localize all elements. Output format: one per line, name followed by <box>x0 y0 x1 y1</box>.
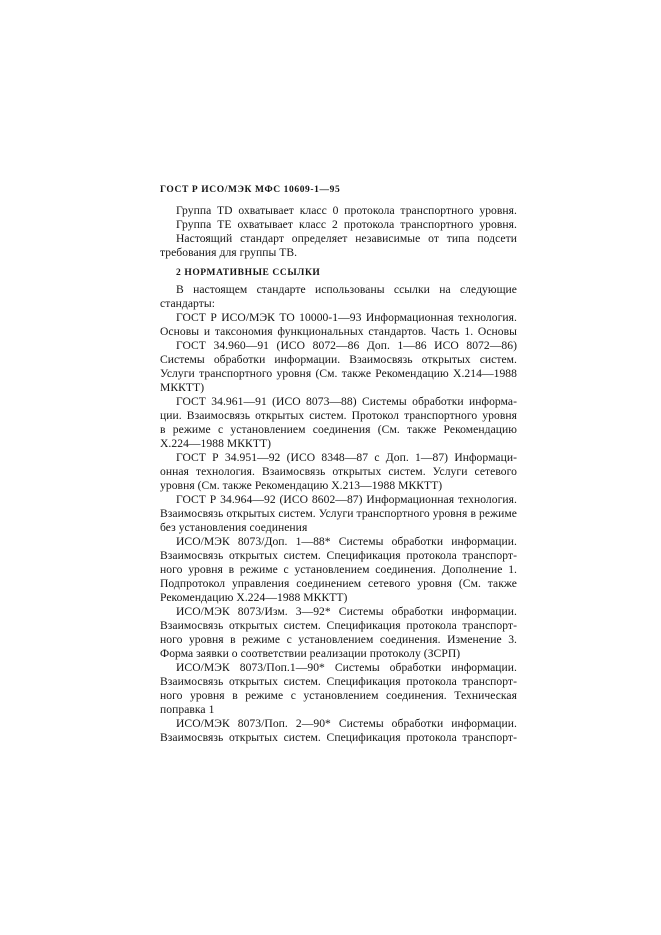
body-line: онная технология. Взаимосвязь открытых систем. Услуги сетевого <box>160 465 517 478</box>
body-line: Взаимосвязь открытых систем. Спецификация протокола транспорт- <box>160 549 517 562</box>
body-line: Взаимосвязь открытых систем. Услуги транспортного уровня в режиме <box>160 507 517 520</box>
body-line: ции. Взаимосвязь открытых систем. Протокол транспортного уровня <box>160 409 517 422</box>
body-line: стандарты: <box>160 297 215 310</box>
intro-line: Группа ТЕ охватывает класс 2 протокола транспортного уровня. <box>176 218 517 231</box>
body-line: Взаимосвязь открытых систем. Спецификация протокола транспорт- <box>160 731 517 744</box>
body-line: Подпротокол управления соединением сетевого уровня (См. также <box>160 577 517 590</box>
body-line: ного уровня в режиме с установлением соединения. Техническая <box>160 689 517 702</box>
body-line: без установления соединения <box>160 521 308 534</box>
body-line: ГОСТ 34.960—91 (ИСО 8072—86 Доп. 1—86 ИСО 8072—86) <box>176 339 517 352</box>
document-header: ГОСТ Р ИСО/МЭК МФС 10609-1—95 <box>160 185 341 195</box>
body-line: ГОСТ Р 34.964—92 (ИСО 8602—87) Информационная технология. <box>176 493 517 506</box>
body-line: Х.224—1988 МККТТ) <box>160 437 271 450</box>
body-line: Услуги транспортного уровня (См. также Рекомендацию Х.214—1988 <box>160 367 517 380</box>
body-line: поправка 1 <box>160 703 215 716</box>
body-line: Основы и таксономия функциональных стандартов. Часть 1. Основы <box>160 325 517 338</box>
intro-line: Настоящий стандарт определяет независимые от типа подсети <box>176 232 517 245</box>
body-line: В настоящем стандарте использованы ссылки на следующие <box>176 283 517 296</box>
section-title: 2 НОРМАТИВНЫЕ ССЫЛКИ <box>176 268 321 278</box>
intro-line: требования для группы ТВ. <box>160 246 298 259</box>
body-line: ИСО/МЭК 8073/Поп. 2—90* Системы обработки информации. <box>176 717 517 730</box>
body-line: Рекомендацию Х.224—1988 МККТТ) <box>160 591 348 604</box>
body-line: ИСО/МЭК 8073/Поп.1—90* Системы обработки информации. <box>176 661 517 674</box>
body-line: ИСО/МЭК 8073/Изм. 3—92* Системы обработки информации. <box>176 605 517 618</box>
intro-line: Группа TD охватывает класс 0 протокола транспортного уровня. <box>176 204 517 217</box>
body-line: Системы обработки информации. Взаимосвязь открытых систем. <box>160 353 517 366</box>
body-line: ного уровня в режиме с установлением соединения. Изменение 3. <box>160 633 517 646</box>
body-line: уровня (См. также Рекомендацию Х.213—1988 МККТТ) <box>160 479 443 492</box>
body-line: Форма заявки о соответствии реализации протоколу (ЗСРП) <box>160 647 461 660</box>
body-line: МККТТ) <box>160 381 205 394</box>
body-line: ГОСТ Р 34.951—92 (ИСО 8348—87 с Доп. 1—87) Информаци- <box>176 451 517 464</box>
body-line: Взаимосвязь открытых систем. Спецификация протокола транспорт- <box>160 619 517 632</box>
body-line: Взаимосвязь открытых систем. Спецификация протокола транспорт- <box>160 675 517 688</box>
body-line: в режиме с установлением соединения (См. также Рекомендацию <box>160 423 517 436</box>
body-line: ИСО/МЭК 8073/Доп. 1—88* Системы обработки информации. <box>176 535 517 548</box>
body-line: ного уровня в режиме с установлением соединения. Дополнение 1. <box>160 563 517 576</box>
body-line: ГОСТ Р ИСО/МЭК ТО 10000-1—93 Информационная технология. <box>176 311 517 324</box>
body-line: ГОСТ 34.961—91 (ИСО 8073—88) Системы обработки информа- <box>176 395 517 408</box>
